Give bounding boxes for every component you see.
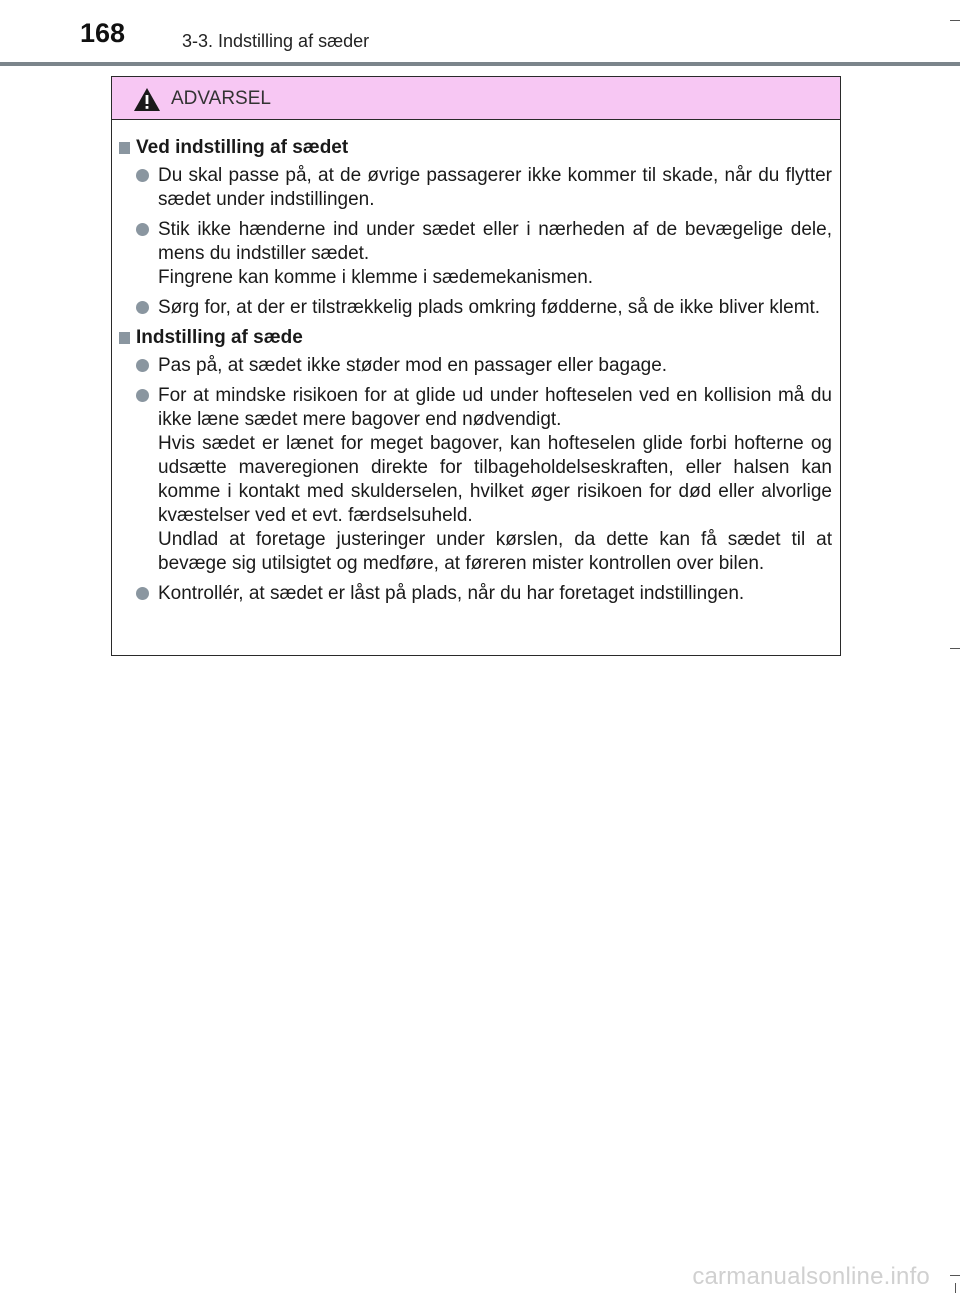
warning-item xyxy=(119,582,832,606)
warning-item-text xyxy=(158,582,832,606)
warning-item-text xyxy=(158,164,832,212)
warning-item-paragraph: Hvis sædet er lænet for meget bagover, kan hofteselen glide forbi hofterne og udsætte maveregionen direkte for tilbageholdelseskraften, eller halsen kan komme i kontakt med skulderselen, hvilket øger risikoen for død eller alvorlige kvæstelser ved et evt. færdselsuheld. xyxy=(158,433,832,526)
header-rule xyxy=(0,62,960,66)
circle-bullet-icon xyxy=(136,169,149,182)
watermark: carmanualsonline.info xyxy=(692,1263,930,1290)
warning-item-paragraph: Kontrollér, at sædet er låst på plads, når du har foretaget indstillingen. xyxy=(158,583,745,604)
section-title: 3-3. Indstilling af sæder xyxy=(182,31,370,51)
warning-item-paragraph: Sørg for, at der er tilstrækkelig plads omkring fødderne, så de ikke bliver klemt. xyxy=(158,297,821,318)
crop-mark xyxy=(950,20,960,21)
warning-item xyxy=(119,164,832,212)
warning-box xyxy=(111,76,841,656)
circle-bullet-icon xyxy=(136,359,149,372)
warning-item-paragraph: Du skal passe på, at de øvrige passagerer ikke kommer til skade, når du flytter sædet under indstillingen. xyxy=(158,165,832,210)
warning-item-text xyxy=(158,218,832,290)
warning-item-text xyxy=(158,296,832,320)
crop-mark xyxy=(955,1283,956,1293)
warning-item-paragraph: Stik ikke hænderne ind under sædet eller i nærheden af de bevægelige dele, mens du indstiller sædet. xyxy=(158,219,832,264)
warning-item xyxy=(119,354,832,378)
warning-item-text xyxy=(158,354,832,378)
group-heading-text: Indstilling af sæde xyxy=(136,327,303,348)
square-bullet-icon xyxy=(119,142,130,154)
crop-mark xyxy=(950,648,960,649)
warning-group-heading xyxy=(119,326,832,350)
square-bullet-icon xyxy=(119,332,130,344)
warning-item-text xyxy=(158,384,832,576)
warning-body xyxy=(112,120,840,606)
warning-item-paragraph: For at mindske risikoen for at glide ud under hofteselen ved en kollision må du ikke læne sædet mere bagover end nødvendigt. xyxy=(158,385,832,430)
page-number: 168 xyxy=(80,18,126,48)
warning-title: ADVARSEL xyxy=(171,88,271,109)
warning-item xyxy=(119,296,832,320)
warning-group-heading xyxy=(119,136,832,160)
warning-item xyxy=(119,384,832,576)
circle-bullet-icon xyxy=(136,389,149,402)
crop-mark xyxy=(950,1275,960,1276)
circle-bullet-icon xyxy=(136,301,149,314)
warning-item-paragraph: Pas på, at sædet ikke støder mod en passager eller bagage. xyxy=(158,355,668,376)
warning-item-paragraph: Undlad at foretage justeringer under kørslen, da dette kan få sædet til at bevæge sig utilsigtet og medføre, at føreren mister kontrollen over bilen. xyxy=(158,529,832,574)
warning-item-paragraph: Fingrene kan komme i klemme i sædemekanismen. xyxy=(158,267,594,288)
circle-bullet-icon xyxy=(136,587,149,600)
warning-header xyxy=(112,77,840,120)
warning-triangle-icon xyxy=(133,87,161,112)
circle-bullet-icon xyxy=(136,223,149,236)
group-heading-text: Ved indstilling af sædet xyxy=(136,137,349,158)
warning-item xyxy=(119,218,832,290)
